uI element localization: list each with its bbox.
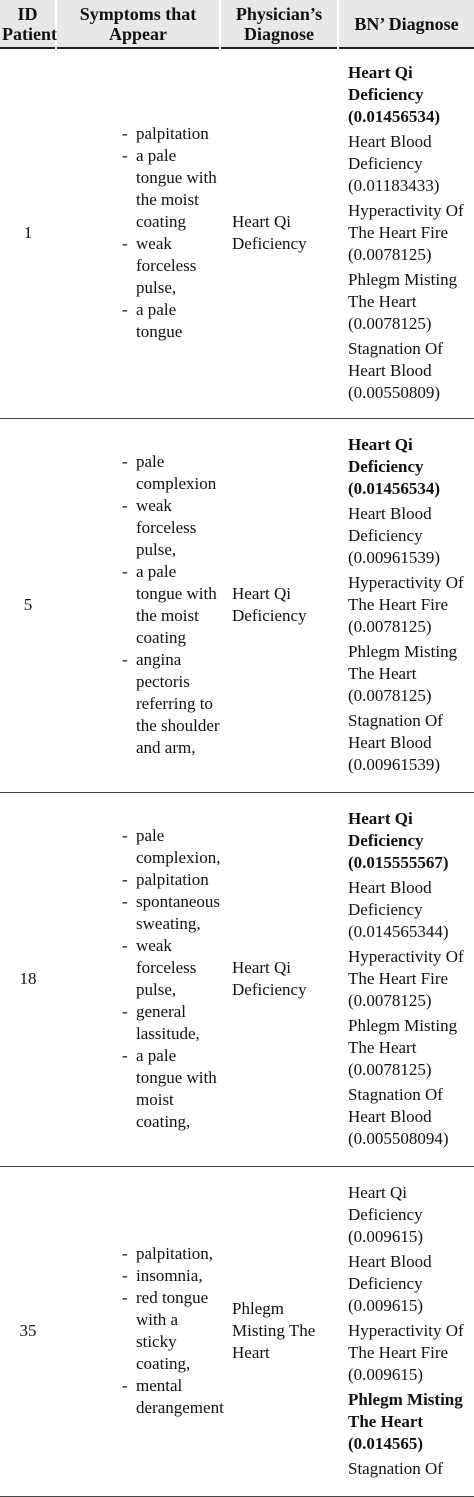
symptom-text: weak forceless pulse, — [136, 936, 197, 999]
symptom-text: a pale tongue with the moist coating — [136, 146, 217, 232]
header-symptoms: Symptoms that Appear — [56, 0, 220, 48]
bn-diagnose-cell — [338, 1166, 474, 1496]
bn-diagnosis-name: Hyperactivity Of The Heart Fire — [348, 1321, 464, 1362]
symptoms-cell — [56, 418, 220, 792]
bn-diagnose-cell — [338, 792, 474, 1166]
symptom-item — [122, 1045, 220, 1133]
bn-diagnosis-item — [348, 269, 474, 335]
table-body — [0, 48, 474, 1496]
symptom-item — [122, 123, 220, 145]
bn-diagnosis-name: Heart Qi Deficiency — [348, 63, 424, 105]
bn-diagnosis-item — [348, 62, 474, 128]
bn-diagnosis-name: Phlegm Misting The Heart — [348, 1390, 463, 1431]
symptom-text: a pale tongue with the moist coating — [136, 562, 217, 647]
bn-diagnosis-item — [348, 1251, 474, 1317]
symptom-item — [122, 891, 221, 935]
bullet-dash-icon: - — [122, 870, 128, 889]
physician-diagnose-cell: Heart Qi Deficiency — [232, 212, 307, 254]
symptoms-cell — [56, 48, 220, 418]
bn-diagnosis-item — [348, 1015, 474, 1081]
bullet-dash-icon: - — [122, 936, 128, 955]
symptom-item — [122, 495, 220, 561]
symptom-text: spontaneous sweating, — [136, 892, 221, 933]
bn-diagnosis-name: Heart Qi Deficiency — [348, 435, 424, 476]
patient-id-cell: 5 — [23, 595, 33, 614]
bn-diagnose-cell — [338, 48, 474, 418]
bullet-dash-icon: - — [122, 300, 128, 320]
symptoms-cell — [56, 792, 220, 1166]
symptom-list — [122, 1243, 224, 1419]
symptom-text: palpitation — [136, 124, 209, 144]
bullet-dash-icon: - — [122, 1266, 128, 1285]
bullet-dash-icon: - — [122, 892, 128, 911]
bn-diagnosis-item — [348, 808, 474, 874]
bn-probability-value: (0.01183433) — [348, 176, 440, 196]
bn-diagnosis-name: Hyperactivity Of The Heart Fire — [348, 947, 464, 988]
bn-diagnosis-item — [348, 946, 474, 1012]
bn-diagnosis-name: Stagnation Of Heart Blood — [348, 711, 443, 752]
symptom-list — [122, 825, 221, 1133]
bn-diagnosis-name: Phlegm Misting The Heart — [348, 642, 458, 683]
bn-probability-value: (0.0078125) — [348, 1060, 432, 1079]
bn-probability-value: (0.009615) — [348, 1296, 424, 1315]
bullet-dash-icon: - — [122, 1002, 128, 1021]
bullet-dash-icon: - — [122, 1288, 128, 1307]
bn-probability-value: (0.014565344) — [348, 922, 449, 941]
bn-diagnosis-name: Hyperactivity Of The Heart Fire — [348, 573, 464, 614]
symptom-item — [122, 869, 220, 891]
patient-id-cell: 18 — [19, 969, 37, 988]
bn-diagnosis-item — [348, 200, 474, 266]
bn-probability-value: (0.01456534) — [348, 479, 441, 498]
bn-diagnosis-name: Phlegm Misting The Heart — [348, 270, 458, 312]
bn-probability-value: (0.00961539) — [348, 548, 441, 567]
symptom-item — [122, 935, 220, 1001]
bullet-dash-icon: - — [122, 826, 128, 845]
bn-probability-value: (0.0078125) — [348, 617, 432, 636]
table-row — [0, 792, 474, 1166]
bn-probability-value: (0.009615) — [348, 1365, 424, 1384]
bn-probability-value: (0.00550809) — [348, 383, 441, 403]
bn-probability-value: (0.01456534) — [348, 107, 441, 127]
bn-diagnosis-item — [348, 572, 474, 638]
physician-diagnose-cell: Heart Qi Deficiency — [232, 958, 307, 999]
bn-probability-value: (0.00961539) — [348, 755, 441, 774]
bn-diagnosis-name: Heart Qi Deficiency — [348, 809, 424, 850]
bullet-dash-icon: - — [122, 1046, 128, 1065]
symptom-text: angina pectoris referring to the shoulder and arm, — [136, 650, 220, 757]
bullet-dash-icon: - — [122, 1244, 128, 1263]
physician-diagnose-cell: Heart Qi Deficiency — [232, 584, 307, 625]
bullet-dash-icon: - — [122, 496, 128, 515]
symptom-text: pale complexion — [136, 452, 217, 493]
bn-diagnosis-name: Stagnation Of — [348, 1459, 443, 1478]
symptom-item — [122, 1375, 224, 1419]
table-header — [0, 0, 474, 48]
bn-diagnosis-item — [348, 1182, 474, 1248]
table-row — [0, 48, 474, 418]
symptom-list — [122, 451, 220, 759]
symptom-text: a pale tongue with moist coating, — [136, 1046, 217, 1131]
symptom-item — [122, 1001, 220, 1045]
symptom-item — [122, 1287, 220, 1375]
symptom-text: a pale tongue — [136, 300, 183, 342]
bn-diagnosis-item — [348, 877, 474, 943]
header-physician-diagnose: Physician’s Diagnose — [220, 0, 338, 48]
bn-diagnosis-item — [348, 503, 474, 569]
bullet-dash-icon: - — [122, 650, 128, 669]
bn-diagnosis-name: Stagnation Of Heart Blood — [348, 1085, 443, 1126]
bn-diagnosis-name: Stagnation Of Heart Blood — [348, 339, 443, 381]
symptom-text: red tongue with a sticky coating, — [136, 1288, 209, 1373]
bn-diagnosis-item — [348, 710, 474, 776]
bn-diagnosis-item — [348, 1084, 474, 1150]
bullet-dash-icon: - — [122, 562, 128, 581]
symptom-item — [122, 649, 220, 759]
table-row — [0, 1166, 474, 1496]
bn-probability-value: (0.0078125) — [348, 245, 432, 265]
symptom-item — [122, 1265, 220, 1287]
bn-diagnosis-item — [348, 338, 474, 404]
patient-id-cell: 1 — [23, 223, 33, 243]
bullet-dash-icon: - — [122, 1376, 128, 1395]
bn-diagnosis-item — [348, 1320, 474, 1386]
symptom-item — [122, 451, 220, 495]
bn-probability-value: (0.0078125) — [348, 314, 432, 334]
patient-id-cell: 35 — [19, 1321, 37, 1340]
header-bn-diagnose: BN’ Diagnose — [338, 0, 474, 48]
bn-diagnosis-item — [348, 1458, 474, 1480]
bn-diagnosis-name: Phlegm Misting The Heart — [348, 1016, 458, 1057]
symptom-text: mental derangement — [136, 1376, 224, 1417]
symptom-text: weak forceless pulse, — [136, 496, 197, 559]
symptom-item — [122, 1243, 220, 1265]
bn-diagnosis-name: Heart Blood Deficiency — [348, 504, 432, 545]
symptom-item — [122, 825, 221, 869]
header-id-patient: ID Patient — [0, 0, 56, 48]
bn-diagnosis-name: Heart Blood Deficiency — [348, 878, 432, 919]
symptom-item — [122, 145, 220, 233]
bn-diagnosis-item — [348, 641, 474, 707]
symptom-text: weak forceless pulse, — [136, 234, 197, 298]
bn-diagnosis-name: Heart Blood Deficiency — [348, 1252, 432, 1293]
bn-probability-value: (0.009615) — [348, 1227, 424, 1246]
bullet-dash-icon: - — [122, 452, 128, 471]
bn-diagnosis-item — [348, 1389, 474, 1455]
physician-diagnose-cell: Phlegm Misting The Heart — [232, 1299, 316, 1362]
symptom-item — [122, 561, 220, 649]
bullet-dash-icon: - — [122, 234, 128, 254]
table-row — [0, 418, 474, 792]
symptom-text: palpitation, — [136, 1244, 213, 1263]
symptom-text: pale complexion, — [136, 826, 221, 867]
symptom-list — [122, 123, 220, 343]
bn-diagnosis-name: Heart Blood Deficiency — [348, 132, 432, 174]
symptom-item — [122, 299, 220, 343]
bn-probability-value: (0.0078125) — [348, 686, 432, 705]
bullet-dash-icon: - — [122, 124, 128, 144]
bullet-dash-icon: - — [122, 146, 128, 166]
bn-diagnosis-name: Hyperactivity Of The Heart Fire — [348, 201, 464, 243]
bn-diagnosis-item — [348, 434, 474, 500]
symptom-text: insomnia, — [136, 1266, 203, 1285]
bn-probability-value: (0.0078125) — [348, 991, 432, 1010]
bn-probability-value: (0.005508094) — [348, 1129, 449, 1148]
bn-diagnose-cell — [338, 418, 474, 792]
bn-probability-value: (0.014565) — [348, 1434, 424, 1453]
bn-diagnosis-name: Heart Qi Deficiency — [348, 1183, 423, 1224]
symptoms-cell — [56, 1166, 224, 1496]
bn-probability-value: (0.015555567) — [348, 853, 449, 872]
symptom-text: general lassitude, — [136, 1002, 200, 1043]
bn-diagnosis-item — [348, 131, 474, 197]
symptom-text: palpitation — [136, 870, 209, 889]
symptom-item — [122, 233, 220, 299]
